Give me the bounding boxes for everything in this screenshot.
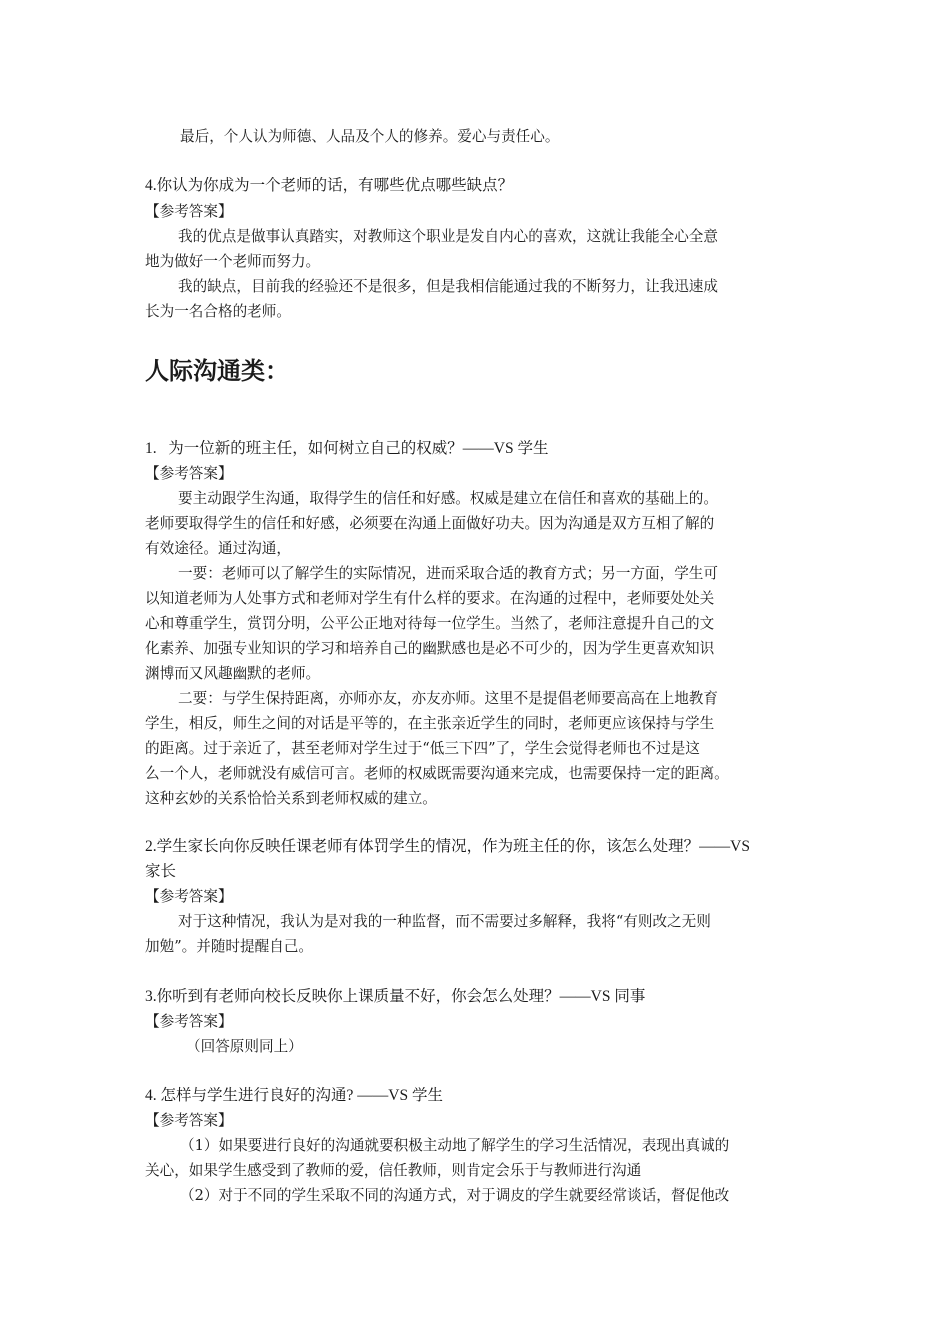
- text-line: 老师要取得学生的信任和好感，必须要在沟通上面做好功夫。因为沟通是双方互相了解的: [145, 515, 715, 532]
- text-line: （1）如果要进行良好的沟通就要积极主动地了解学生的学习生活情况，表现出真诚的: [180, 1137, 730, 1154]
- answer-label: 【参考答案】: [145, 465, 233, 482]
- text-line: 渊博而又风趣幽默的老师。: [145, 665, 321, 682]
- text-line: 的距离。过于亲近了，甚至老师对学生过于“低三下四”了，学生会觉得老师也不过是这: [145, 740, 700, 757]
- text-line: 一要：老师可以了解学生的实际情况，进而采取合适的教育方式；另一方面，学生可: [178, 565, 718, 582]
- section-heading: 人际沟通类：: [145, 357, 289, 385]
- text-line: 关心，如果学生感受到了教师的爱，信任教师，则肯定会乐于与教师进行沟通: [145, 1162, 642, 1179]
- text-line: 加勉”。并随时提醒自己。: [145, 938, 313, 955]
- text-line: 长为一名合格的老师。: [145, 303, 291, 320]
- text-line: 最后，个人认为师德、人品及个人的修养。爱心与责任心。: [180, 128, 560, 145]
- answer-label: 【参考答案】: [145, 1112, 233, 1129]
- text-line: 我的缺点，目前我的经验还不是很多，但是我相信能通过我的不断努力，让我迅速成: [178, 278, 718, 295]
- answer-label: 【参考答案】: [145, 203, 233, 220]
- text-line: 么一个人，老师就没有威信可言。老师的权威既需要沟通来完成，也需要保持一定的距离。: [145, 765, 729, 782]
- text-line: 要主动跟学生沟通，取得学生的信任和好感。权威是建立在信任和喜欢的基础上的。: [178, 490, 718, 507]
- question-title: 家长: [145, 863, 177, 880]
- text-line: 化素养、加强专业知识的学习和培养自己的幽默感也是必不可少的，因为学生更喜欢知识: [145, 640, 715, 657]
- question-title: 1. 为一位新的班主任，如何树立自己的权威？——VS 学生: [145, 440, 549, 457]
- question-title: 3.你听到有老师向校长反映你上课质量不好，你会怎么处理？——VS 同事: [145, 988, 646, 1005]
- text-line: （2）对于不同的学生采取不同的沟通方式，对于调皮的学生就要经常谈话，督促他改: [180, 1187, 730, 1204]
- text-line: 心和尊重学生，赏罚分明，公平公正地对待每一位学生。当然了，老师注意提升自己的文: [145, 615, 715, 632]
- text-line: 对于这种情况，我认为是对我的一种监督，而不需要过多解释，我将“有则改之无则: [178, 913, 711, 930]
- answer-label: 【参考答案】: [145, 1013, 233, 1030]
- question-title: 4. 怎样与学生进行良好的沟通? ——VS 学生: [145, 1087, 443, 1104]
- text-line: （回答原则同上）: [186, 1038, 303, 1055]
- text-line: 以知道老师为人处事方式和老师对学生有什么样的要求。在沟通的过程中，老师要处处关: [145, 590, 715, 607]
- text-line: 这种玄妙的关系恰恰关系到老师权威的建立。: [145, 790, 437, 807]
- question-title: 4.你认为你成为一个老师的话，有哪些优点哪些缺点？: [145, 177, 514, 194]
- text-line: 二要：与学生保持距离，亦师亦友，亦友亦师。这里不是提倡老师要高高在上地教育: [178, 690, 718, 707]
- text-line: 我的优点是做事认真踏实，对教师这个职业是发自内心的喜欢，这就让我能全心全意: [178, 228, 718, 245]
- text-line: 学生，相反，师生之间的对话是平等的，在主张亲近学生的同时，老师更应该保持与学生: [145, 715, 715, 732]
- text-line: 地为做好一个老师而努力。: [145, 253, 321, 270]
- text-line: 有效途径。通过沟通，: [145, 540, 291, 557]
- question-title: 2.学生家长向你反映任课老师有体罚学生的情况，作为班主任的你，该怎么处理？——VS: [145, 838, 750, 855]
- answer-label: 【参考答案】: [145, 888, 233, 905]
